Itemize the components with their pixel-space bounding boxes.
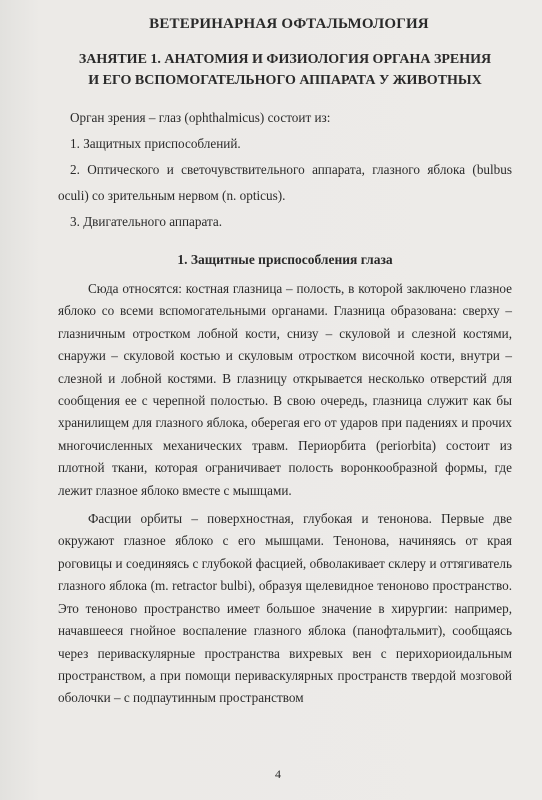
intro-item-1: 1. Защитных приспособлений. — [70, 136, 241, 151]
page-number: 4 — [275, 767, 281, 781]
paragraph-protective: Сюда относятся: костная глазница – полость, в которой заключено глазное яблоко со всеми вспомогательными органами. Глазница образована: сверху – глазничным отростком лобной кости, снизу – скуловой и слезной костями, снаружи – скуловой костью и скуловым отростком височной кости, внутри – слезной и лобной костями. В глазницу открывается несколько отверстий для сообщения ее с черепной полостью. В свою очередь, глазница служит как бы хранилищем для глазного яблока, оберегая его от ударов при падениях и прочих многочисленных механических травм. Периорбита (periorbita) состоит из плотной ткани, которая ограничивает полость воронкообразной формы, где лежит глазное яблоко вместе с мышцами. — [58, 281, 512, 498]
intro-lead: Орган зрения – глаз (ophthalmicus) состоит из: — [70, 110, 331, 125]
intro-item-3: 3. Двигательного аппарата. — [70, 214, 223, 229]
lesson-heading — [58, 49, 512, 91]
lesson-heading-line-2: И ЕГО ВСПОМОГАТЕЛЬНОГО АППАРАТА У ЖИВОТНЫХ — [88, 73, 482, 88]
document-title: ВЕТЕРИНАРНАЯ ОФТАЛЬМОЛОГИЯ — [149, 16, 429, 32]
lesson-heading-line-1: ЗАНЯТИЕ 1. АНАТОМИЯ И ФИЗИОЛОГИЯ ОРГАНА ЗРЕНИЯ — [78, 52, 492, 67]
intro-item-2: 2. Оптического и светочувствительного аппарата, глазного яблока (bulbus oculi) со зрительным нервом (n. opticus). — [58, 162, 512, 203]
paragraph-fascia: Фасции орбиты – поверхностная, глубокая и тенонова. Первые две окружают глазное яблоко с его мышцами. Тенонова, начиняясь от края роговицы и соединяясь с глубокой фасцией, обволакивает склеру и оттягиватель глазного яблока (m. retractor bulbi), образуя щелевидное теноново пространство. Это теноново пространство имеет большое значение в хирургии: например, начавшееся гнойное воспаление глазного яблока (панофтальмит), сообщаясь через периваскулярные пространства вихревых вен с перихориоидальным пространством, а при помощи периваскулярных пространств твердой мозговой оболочки – с подпаутинным пространством — [58, 511, 512, 706]
section-heading: 1. Защитные приспособления глаза — [177, 252, 393, 267]
